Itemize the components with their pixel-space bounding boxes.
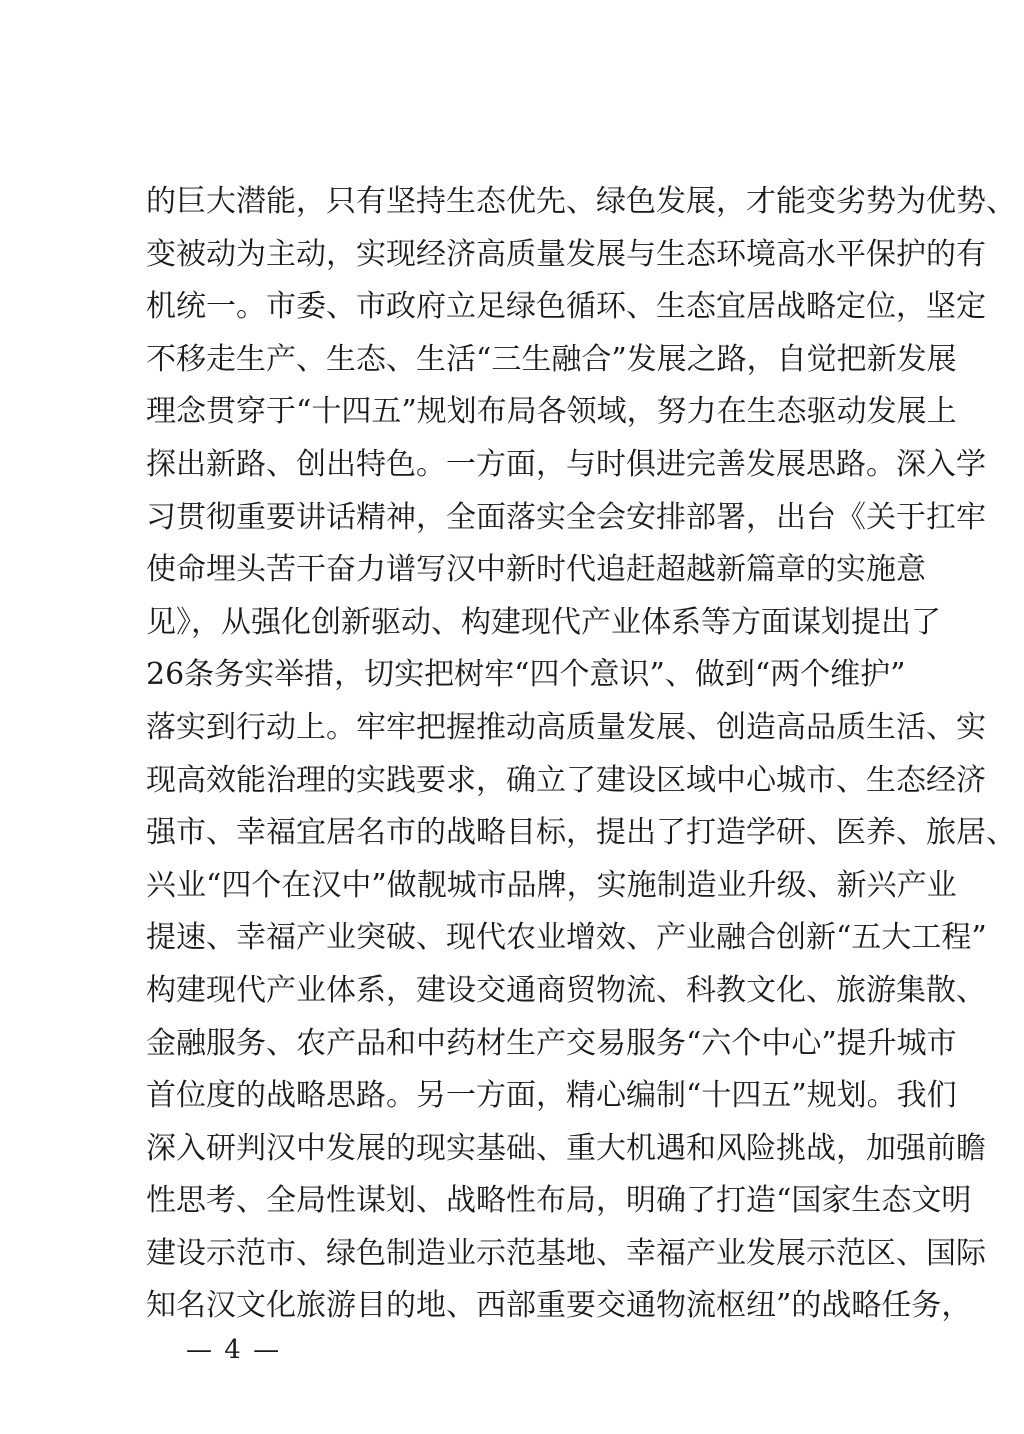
page-number: — 4 —: [186, 1335, 282, 1365]
text-line: 落实到行动上。牢牢把握推动高质量发展、创造高品质生活、实: [146, 709, 986, 745]
text-line: 使命埋头苦干奋力谱写汉中新时代追赶超越新篇章的实施意: [146, 552, 926, 588]
text-line: 不移走生产、生态、生活“三生融合”发展之路，自觉把新发展: [146, 341, 957, 377]
text-line: 理念贯穿于“十四五”规划布局各领域，努力在生态驱动发展上: [146, 394, 957, 430]
text-line: 建设示范市、绿色制造业示范基地、幸福产业发展示范区、国际: [146, 1235, 986, 1271]
text-line: 现高效能治理的实践要求，确立了建设区域中心城市、生态经济: [146, 762, 986, 798]
text-line: 变被动为主动，实现经济高质量发展与生态环境高水平保护的有: [146, 236, 986, 272]
text-line: 提速、幸福产业突破、现代农业增效、产业融合创新“五大工程”: [146, 920, 987, 956]
text-line: 强市、幸福宜居名市的战略目标，提出了打造学研、医养、旅居、: [146, 815, 1016, 851]
text-line: 探出新路、创出特色。一方面，与时俱进完善发展思路。深入学: [146, 446, 986, 482]
text-line: 首位度的战略思路。另一方面，精心编制“十四五”规划。我们: [146, 1078, 957, 1114]
text-line: 性思考、全局性谋划、战略性布局，明确了打造“国家生态文明: [146, 1183, 972, 1219]
text-line: 构建现代产业体系，建设交通商贸物流、科教文化、旅游集散、: [146, 972, 986, 1008]
text-line: 习贯彻重要讲话精神，全面落实全会安排部署，出台《关于扛牢: [146, 499, 986, 535]
text-line: 26条务实举措，切实把树牢“四个意识”、做到“两个维护”: [146, 657, 906, 693]
text-line: 兴业“四个在汉中”做靓城市品牌，实施制造业升级、新兴产业: [146, 867, 957, 903]
text-line: 深入研判汉中发展的现实基础、重大机遇和风险挑战，加强前瞻: [146, 1130, 986, 1166]
text-line: 知名汉文化旅游目的地、西部重要交通物流枢纽”的战略任务，: [146, 1288, 972, 1324]
text-line: 金融服务、农产品和中药材生产交易服务“六个中心”提升城市: [146, 1025, 957, 1061]
text-line: 机统一。市委、市政府立足绿色循环、生态宜居战略定位，坚定: [146, 289, 986, 325]
text-line: 的巨大潜能，只有坚持生态优先、绿色发展，才能变劣势为优势、: [146, 184, 1016, 219]
body-text: [146, 176, 1016, 1333]
text-line: 见》，从强化创新驱动、构建现代产业体系等方面谋划提出了: [146, 604, 941, 640]
